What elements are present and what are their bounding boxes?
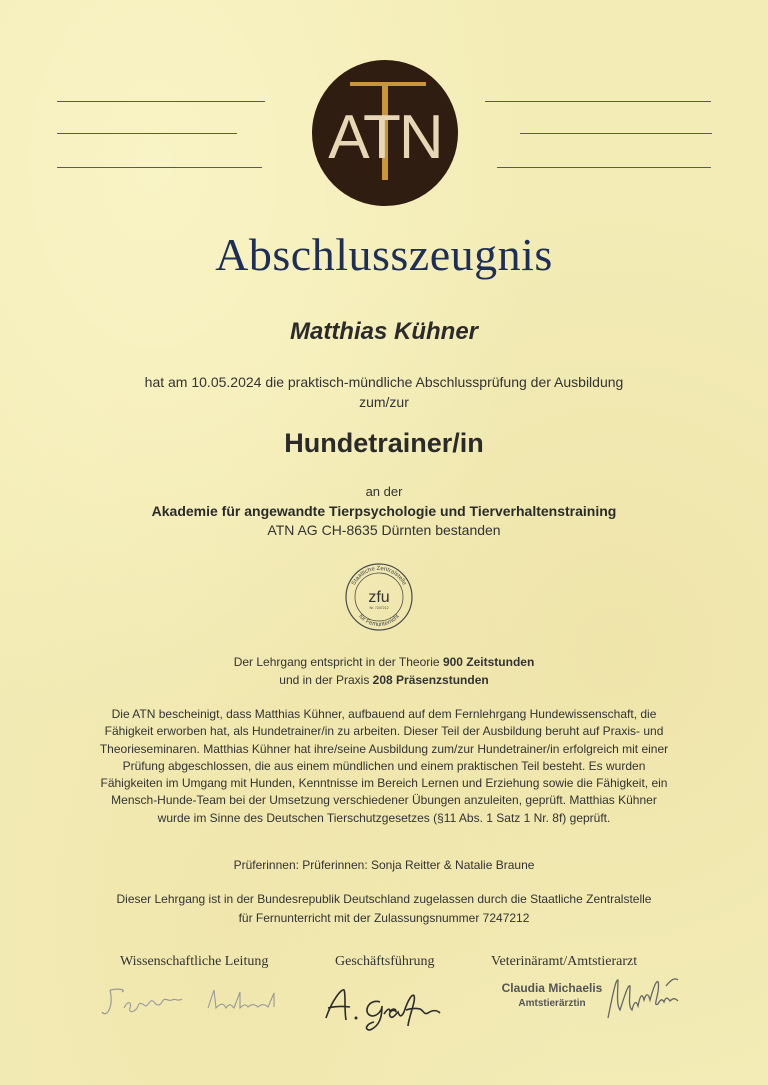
seal-ring-top: Staatliche Zentralstelle	[351, 565, 407, 587]
intro-line-2: zum/zur	[359, 394, 409, 410]
recipient-name: Matthias Kühner	[289, 318, 478, 345]
decor-line	[57, 167, 262, 168]
practice-prefix: und in der Praxis	[279, 673, 373, 687]
signature-title-scientific: Wissenschaftliche Leitung	[120, 954, 269, 969]
signature-leidhold	[100, 978, 300, 1028]
intro-text	[0, 372, 768, 412]
theory-value: 900 Zeitstunden	[442, 655, 535, 669]
diploma-title: Hundetrainer/in	[284, 428, 484, 458]
academy-name: Akademie für angewandte Tierpsychologie und Tierverhaltenstraining	[151, 503, 617, 519]
decor-line	[485, 101, 711, 102]
signature-michaelis	[596, 968, 696, 1028]
certificate-body: Die ATN bescheinigt, dass Matthias Kühner, aufbauend auf dem Fernlehrgang Hundewissenschaft, die Fähigkeit erworben hat, als Hundetrainer/in zu arbeiten. Dieser Teil der Ausbildung beruht auf Praxis- und Theorieseminaren. Matthias Kühner hat ihre/seine Ausbildung zum/zur Hundetrainer/in erfolgreich mit einer Prüfung abgeschlossen, die aus einem mündlichen und einem praktischen Teil besteht. Es wurden Fähigkeiten im Umgang mit Hunden, Kenntnisse im Bereich Lernen und Erziehung sowie die Fähigkeit, ein Mensch-Hunde-Team bei der Umsetzung verschiedener Übungen anzuleiten, geprüft. Matthias Kühner wurde im Sinne des Deutschen Tierschutzgesetzes (§11 Abs. 1 Satz 1 Nr. 8f) geprüft.	[99, 707, 669, 825]
decor-line	[57, 133, 237, 134]
seal-ring-bottom: für Fernunterricht	[357, 613, 401, 629]
signature-title-veterinary: Veterinäramt/Amtstierarzt	[491, 954, 638, 969]
practice-value: 208 Präsenzstunden	[372, 673, 489, 687]
license-info	[0, 890, 768, 928]
decor-line	[497, 167, 711, 168]
certificate-title: Abschlusszeugnis	[215, 229, 553, 280]
intro-line-1: hat am 10.05.2024 die praktisch-mündliche Abschlussprüfung der Ausbildung	[144, 374, 624, 390]
license-line-2: für Fernunterricht mit der Zulassungsnummer 7247212	[238, 911, 530, 925]
an-der-text: an der	[365, 484, 403, 499]
vet-role: Amtstierärztin	[518, 998, 586, 1009]
vet-stamp	[497, 981, 607, 1011]
seal-number: Nr. 7247212	[369, 606, 389, 610]
decor-line	[57, 101, 265, 102]
atn-logo-mark	[312, 60, 458, 206]
seal-text: zfu	[368, 589, 390, 606]
atn-logo	[312, 60, 458, 206]
examiners-line: Prüferinnen: Prüferinnen: Sonja Reitter & Natalie Braune	[233, 858, 535, 872]
license-line-1: Dieser Lehrgang ist in der Bundesrepublik Deutschland zugelassen durch die Staatliche Zentralstelle	[116, 892, 652, 906]
hours-info	[0, 653, 768, 689]
signature-grafe	[318, 980, 468, 1035]
academy-location: ATN AG CH-8635 Dürnten bestanden	[267, 522, 501, 538]
vet-name: Claudia Michaelis	[501, 981, 603, 995]
decor-line	[520, 133, 712, 134]
theory-prefix: Der Lehrgang entspricht in der Theorie	[233, 655, 443, 669]
logo-text: ATN	[328, 103, 442, 172]
signature-title-management: Geschäftsführung	[335, 954, 435, 969]
zfu-seal	[344, 562, 414, 632]
